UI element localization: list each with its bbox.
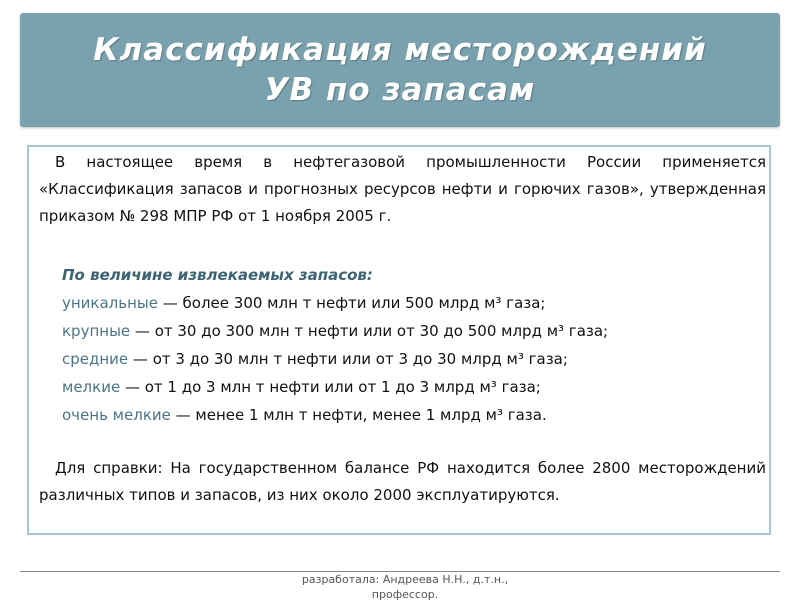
class-desc: — от 3 до 30 млн т нефти или от 3 до 30 млрд м³ газа;: [128, 350, 568, 368]
footer-author: разработала: Андреева Н.Н., д.т.н., профессор.: [301, 573, 509, 601]
class-desc: — от 30 до 300 млн т нефти или от 30 до 500 млрд м³ газа;: [130, 322, 609, 340]
slide-title: Классификация месторождений УВ по запасам: [93, 32, 707, 108]
content-box: [27, 145, 771, 535]
classification-subheading: По величине извлекаемых запасов:: [62, 266, 373, 284]
classification-list: [62, 289, 608, 429]
list-item: [62, 317, 608, 345]
class-desc: — более 300 млн т нефти или 500 млрд м³ газа;: [158, 294, 546, 312]
class-desc: — от 1 до 3 млн т нефти или от 1 до 3 млрд м³ газа;: [120, 378, 541, 396]
note-paragraph: [39, 455, 766, 509]
class-term: средние: [62, 350, 129, 368]
note-text: Для справки: На государственном балансе РФ находится более 2800 месторождений различных типов и запасов, из них около 2000 эксплуатируются.: [39, 459, 766, 504]
intro-text: В настоящее время в нефтегазовой промышленности России применяется «Классификация запасов и прогнозных ресурсов нефти и горючих газов», утвержденная приказом № 298 МПР РФ от 1 ноября 2005 г.: [39, 153, 766, 225]
class-term: крупные: [62, 322, 131, 340]
class-term: мелкие: [62, 378, 121, 396]
list-item: [62, 373, 608, 401]
class-term: уникальные: [62, 294, 158, 312]
class-desc: — менее 1 млн т нефти, менее 1 млрд м³ газа.: [170, 406, 547, 424]
list-item: [62, 401, 608, 429]
intro-paragraph: [39, 149, 766, 230]
title-banner: [20, 13, 780, 127]
class-term: очень мелкие: [62, 406, 171, 424]
list-item: [62, 289, 608, 317]
list-item: [62, 345, 608, 373]
